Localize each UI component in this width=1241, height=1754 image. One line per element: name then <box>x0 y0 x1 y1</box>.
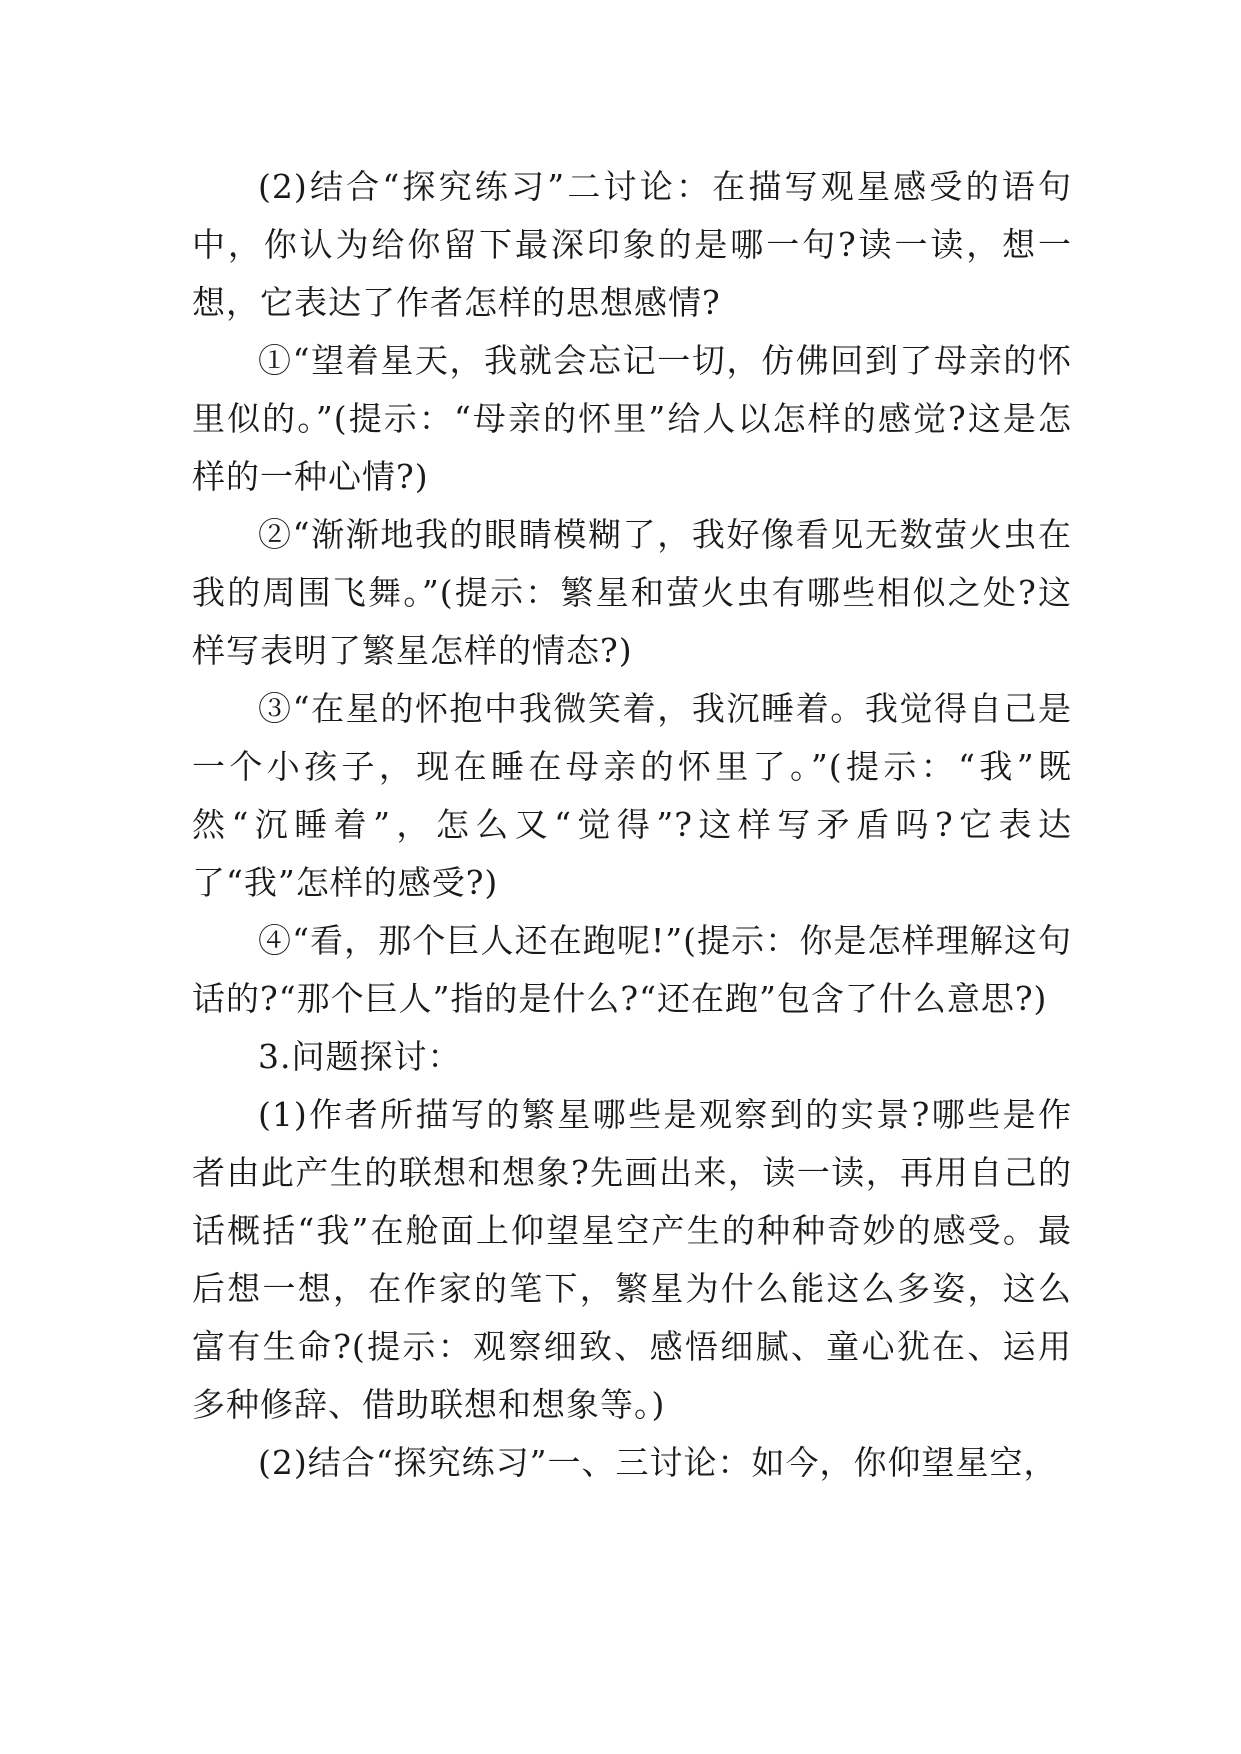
paragraph-discussion-1: (1)作者所描写的繁星哪些是观察到的实景?哪些是作者由此产生的联想和想象?先画出来，读一读，再用自己的话概括“我”在舱面上仰望星空产生的种种奇妙的感受。最后想一想，在作家的笔下，繁星为什么能这么多姿，这么富有生命?(提示：观察细致、感悟细腻、童心犹在、运用多种修辞、借助联想和想象等。) <box>192 1095 1072 1424</box>
paragraph-discussion-2: (2)结合“探究练习”一、三讨论：如今，你仰望星空， <box>258 1443 1058 1482</box>
paragraph-quote-3: ③“在星的怀抱中我微笑着，我沉睡着。我觉得自己是一个小孩子，现在睡在母亲的怀里了。”(提示：“我”既然“沉睡着”，怎么又“觉得”?这样写矛盾吗?它表达了“我”怎样的感受?) <box>192 689 1072 902</box>
paragraph-question-2: (2)结合“探究练习”二讨论：在描写观星感受的语句中，你认为给你留下最深印象的是哪一句?读一读，想一想，它表达了作者怎样的思想感情? <box>192 167 1072 322</box>
paragraph-quote-2: ②“渐渐地我的眼睛模糊了，我好像看见无数萤火虫在我的周围飞舞。”(提示：繁星和萤火虫有哪些相似之处?这样写表明了繁星怎样的情态?) <box>192 515 1072 670</box>
section-heading-3: 3.问题探讨： <box>258 1037 462 1076</box>
document-body <box>192 158 1072 1492</box>
paragraph-quote-1: ①“望着星天，我就会忘记一切，仿佛回到了母亲的怀里似的。”(提示：“母亲的怀里”给人以怎样的感觉?这是怎样的一种心情?) <box>192 341 1072 496</box>
paragraph-quote-4: ④“看，那个巨人还在跑呢!”(提示：你是怎样理解这句话的?“那个巨人”指的是什么?“还在跑”包含了什么意思?) <box>192 921 1072 1018</box>
